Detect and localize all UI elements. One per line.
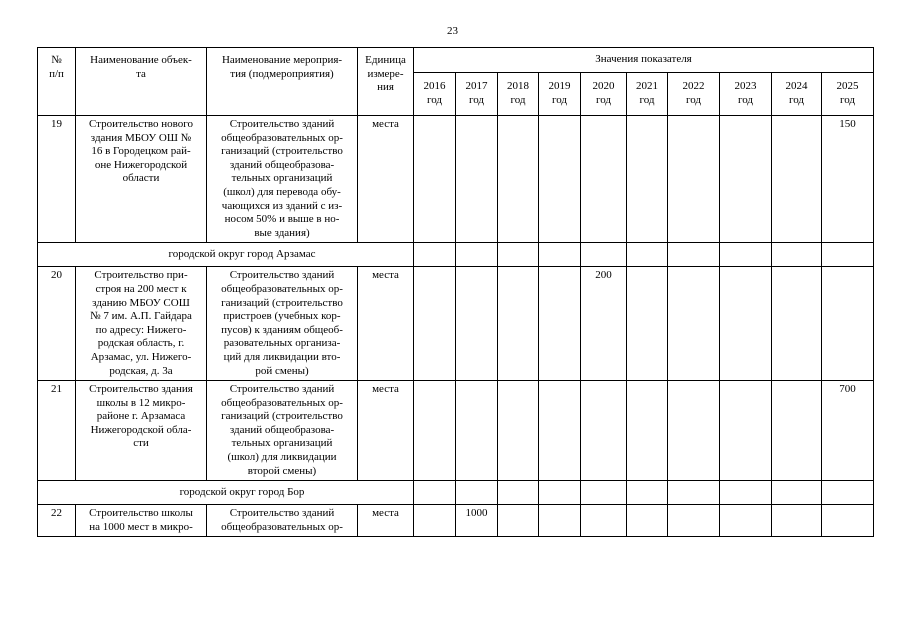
value-cell	[498, 505, 539, 537]
value-cell	[456, 116, 498, 243]
value-cell	[627, 381, 668, 481]
table-row	[38, 267, 874, 381]
value-cell	[414, 505, 456, 537]
table-body	[38, 116, 874, 537]
table-row	[38, 116, 874, 243]
empty-cell	[581, 481, 627, 505]
row-number: 20	[38, 267, 76, 381]
header-year: 2018 год	[498, 73, 539, 116]
event-name: Строительство зданий общеобразовательных ор- ганизаций (строительство зданий общеобразова- тельных организаций (школ) для ликвидации второй смены)	[207, 381, 358, 481]
empty-cell	[822, 481, 874, 505]
value-cell	[772, 116, 822, 243]
empty-cell	[498, 243, 539, 267]
empty-cell	[414, 243, 456, 267]
value-cell	[414, 116, 456, 243]
value-cell	[720, 381, 772, 481]
header-year: 2025 год	[822, 73, 874, 116]
empty-cell	[720, 481, 772, 505]
value-cell	[822, 267, 874, 381]
empty-cell	[720, 243, 772, 267]
value-cell	[498, 116, 539, 243]
header-object-name: Наименование объек- та	[76, 48, 207, 116]
object-name: Строительство при- строя на 200 мест к зданию МБОУ СОШ № 7 им. А.П. Гайдара по адресу: Нижего- родская область, г. Арзамас, ул. Нижего- родская, д. 3а	[76, 267, 207, 381]
header-year: 2016 год	[414, 73, 456, 116]
empty-cell	[456, 243, 498, 267]
value-cell	[668, 116, 720, 243]
row-number: 21	[38, 381, 76, 481]
value-cell	[720, 505, 772, 537]
header-values-group: Значения показателя	[414, 48, 874, 73]
table-row	[38, 505, 874, 537]
event-name: Строительство зданий общеобразовательных ор-	[207, 505, 358, 537]
table-header	[38, 48, 874, 116]
value-cell	[627, 116, 668, 243]
event-name: Строительство зданий общеобразовательных ор- ганизаций (строительство зданий общеобразова- тельных организаций (школ) для перевода обу- чающихся из зданий с из- носом 50% и выше в но- вые здания)	[207, 116, 358, 243]
value-cell	[772, 267, 822, 381]
table-row	[38, 381, 874, 481]
header-year: 2022 год	[668, 73, 720, 116]
table-header-row	[38, 48, 874, 73]
value-cell	[498, 267, 539, 381]
header-year: 2024 год	[772, 73, 822, 116]
empty-cell	[668, 243, 720, 267]
empty-cell	[627, 481, 668, 505]
empty-cell	[627, 243, 668, 267]
value-cell	[627, 505, 668, 537]
value-cell	[627, 267, 668, 381]
header-year: 2019 год	[539, 73, 581, 116]
header-year: 2023 год	[720, 73, 772, 116]
value-cell	[539, 267, 581, 381]
empty-cell	[668, 481, 720, 505]
value-cell	[414, 267, 456, 381]
header-year: 2017 год	[456, 73, 498, 116]
value-cell	[668, 381, 720, 481]
value-cell	[456, 381, 498, 481]
empty-cell	[498, 481, 539, 505]
value-cell	[581, 116, 627, 243]
value-cell	[772, 381, 822, 481]
empty-cell	[772, 243, 822, 267]
value-cell	[539, 381, 581, 481]
section-row	[38, 243, 874, 267]
section-title: городской округ город Бор	[38, 481, 414, 505]
value-cell	[456, 267, 498, 381]
value-cell	[822, 505, 874, 537]
value-cell	[581, 505, 627, 537]
value-cell	[772, 505, 822, 537]
value-cell: 200	[581, 267, 627, 381]
page-number: 23	[447, 25, 458, 37]
header-year: 2020 год	[581, 73, 627, 116]
empty-cell	[581, 243, 627, 267]
value-cell	[668, 505, 720, 537]
unit-cell: места	[358, 381, 414, 481]
section-title: городской округ город Арзамас	[38, 243, 414, 267]
empty-cell	[539, 481, 581, 505]
value-cell: 150	[822, 116, 874, 243]
value-cell	[668, 267, 720, 381]
header-year: 2021 год	[627, 73, 668, 116]
row-number: 19	[38, 116, 76, 243]
object-name: Строительство нового здания МБОУ ОШ № 16 в Городецком рай- оне Нижегородской области	[76, 116, 207, 243]
row-number: 22	[38, 505, 76, 537]
value-cell: 700	[822, 381, 874, 481]
empty-cell	[539, 243, 581, 267]
value-cell	[414, 381, 456, 481]
empty-cell	[822, 243, 874, 267]
value-cell	[539, 505, 581, 537]
header-event-name: Наименование мероприя- тия (подмероприятия)	[207, 48, 358, 116]
section-row	[38, 481, 874, 505]
value-cell	[720, 267, 772, 381]
empty-cell	[456, 481, 498, 505]
value-cell	[581, 381, 627, 481]
unit-cell: места	[358, 116, 414, 243]
unit-cell: места	[358, 267, 414, 381]
object-name: Строительство школы на 1000 мест в микро-	[76, 505, 207, 537]
header-num: № п/п	[38, 48, 76, 116]
value-cell	[539, 116, 581, 243]
unit-cell: места	[358, 505, 414, 537]
empty-cell	[772, 481, 822, 505]
object-name: Строительство здания школы в 12 микро- районе г. Арзамаса Нижегородской обла- сти	[76, 381, 207, 481]
indicator-table	[37, 47, 874, 537]
header-unit: Единица измере- ния	[358, 48, 414, 116]
value-cell: 1000	[456, 505, 498, 537]
event-name: Строительство зданий общеобразовательных ор- ганизаций (строительство пристроев (учебных кор- пусов) к зданиям общеоб- разовательных организа- ций для ликвидации вто- рой смены)	[207, 267, 358, 381]
value-cell	[498, 381, 539, 481]
value-cell	[720, 116, 772, 243]
empty-cell	[414, 481, 456, 505]
